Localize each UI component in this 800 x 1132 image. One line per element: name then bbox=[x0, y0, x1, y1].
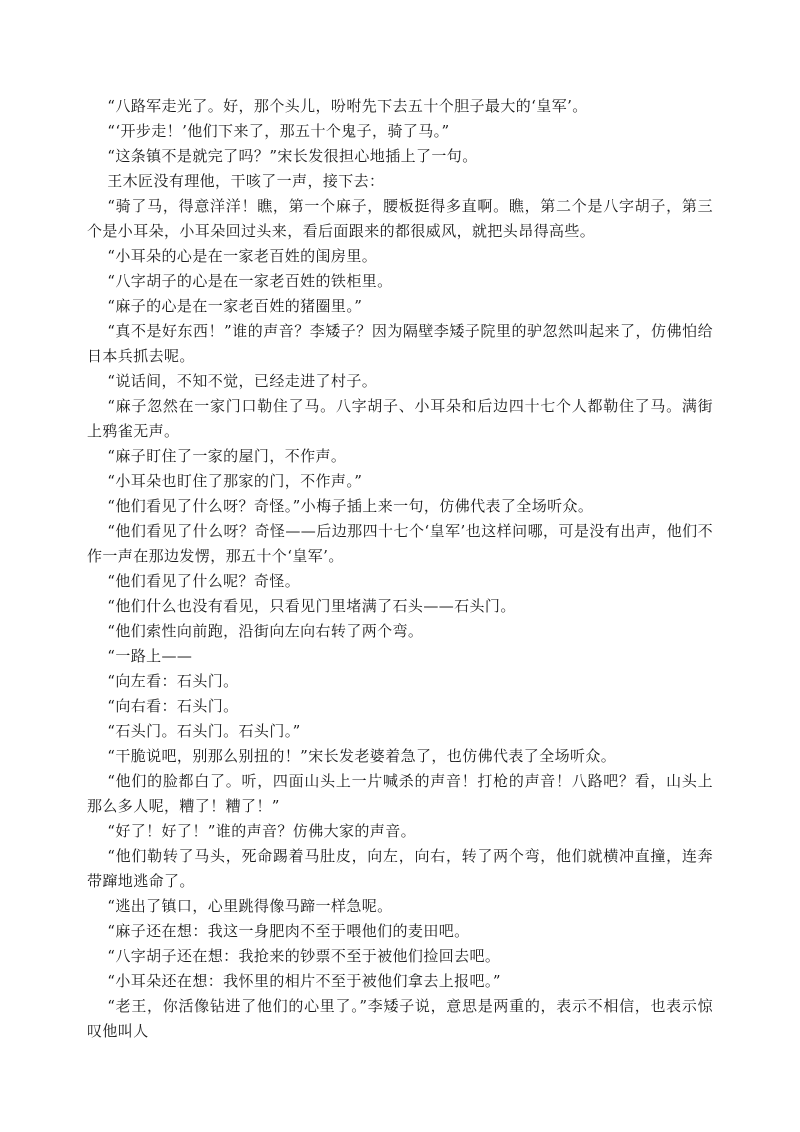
paragraph: “干脆说吧，别那么别扭的！”宋长发老婆着急了，也仿佛代表了全场听众。 bbox=[107, 747, 617, 765]
paragraph: “麻子的心是在一家老百姓的猪圈里。” bbox=[107, 297, 363, 315]
paragraph: “八字胡子还在想：我抢来的钞票不至于被他们捡回去吧。 bbox=[107, 947, 501, 965]
paragraph: “他们看见了什么呀？奇怪。”小梅子插上来一句，仿佛代表了全场听众。 bbox=[107, 497, 594, 515]
paragraph: “向左看：石头门。 bbox=[107, 672, 239, 690]
paragraph: “好了！好了！”谁的声音？仿佛大家的声音。 bbox=[107, 822, 416, 840]
paragraph: “骑了马，得意洋洋！瞧，第一个麻子，腰板挺得多直啊。瞧，第二个是八字胡子，第三个是小耳朵，小耳朵回过头来，看后面跟来的都很威风，就把头昂得高些。 bbox=[87, 197, 713, 240]
paragraph: “麻子还在想：我这一身肥肉不至于喂他们的麦田吧。 bbox=[107, 922, 470, 940]
paragraph: “麻子盯住了一家的屋门，不作声。 bbox=[107, 447, 347, 465]
paragraph: 王木匠没有理他，干咳了一声，接下去： bbox=[107, 172, 385, 190]
paragraph: “小耳朵的心是在一家老百姓的闺房里。 bbox=[107, 247, 378, 265]
paragraph: “他们的脸都白了。听，四面山头上一片喊杀的声音！打枪的声音！八路吧？看，山头上那么多人呢，糟了！糟了！” bbox=[87, 772, 713, 815]
paragraph: “逃出了镇口，心里跳得像马蹄一样急呢。 bbox=[107, 897, 393, 915]
paragraph: “这条镇不是就完了吗？”宋长发很担心地插上了一句。 bbox=[107, 147, 478, 165]
paragraph: “他们看见了什么呀？奇怪——后边那四十七个‘皇军’也这样问哪，可是没有出声，他们不作一声在那边发愣，那五十个‘皇军’。 bbox=[87, 522, 713, 565]
paragraph: “他们索性向前跑，沿街向左向右转了两个弯。 bbox=[107, 622, 424, 640]
paragraph: “麻子忽然在一家门口勒住了马。八字胡子、小耳朵和后边四十七个人都勒住了马。满街上鸦雀无声。 bbox=[87, 397, 713, 440]
story-text bbox=[87, 94, 713, 1044]
paragraph: “小耳朵也盯住了那家的门，不作声。” bbox=[107, 472, 363, 490]
paragraph: “他们看见了什么呢？奇怪。 bbox=[107, 572, 301, 590]
paragraph: “老王，你活像钻进了他们的心里了。”李矮子说，意思是两重的，表示不相信，也表示惊叹他叫人 bbox=[87, 997, 713, 1040]
paragraph: “石头门。石头门。石头门。” bbox=[107, 722, 301, 740]
paragraph: “一路上—— bbox=[107, 647, 193, 665]
paragraph: “他们什么也没有看见，只看见门里堵满了石头——石头门。 bbox=[107, 597, 516, 615]
paragraph: “八路军走光了。好，那个头儿，吩咐先下去五十个胆子最大的‘皇军’。 bbox=[107, 97, 588, 115]
paragraph: “他们勒转了马头，死命踢着马肚皮，向左，向右，转了两个弯，他们就横冲直撞，连奔带蹿地逃命了。 bbox=[87, 847, 713, 890]
paragraph: “八字胡子的心是在一家老百姓的铁柜里。 bbox=[107, 272, 393, 290]
paragraph: “小耳朵还在想：我怀里的相片不至于被他们拿去上报吧。” bbox=[107, 972, 501, 990]
paragraph: “真不是好东西！”谁的声音？李矮子？因为隔壁李矮子院里的驴忽然叫起来了，仿佛怕给日本兵抓去呢。 bbox=[87, 322, 713, 365]
paragraph: “向右看：石头门。 bbox=[107, 697, 239, 715]
paragraph: “说话间，不知不觉，已经走进了村子。 bbox=[107, 372, 378, 390]
paragraph: “‘开步走！’他们下来了，那五十个鬼子，骑了马。” bbox=[107, 122, 450, 140]
